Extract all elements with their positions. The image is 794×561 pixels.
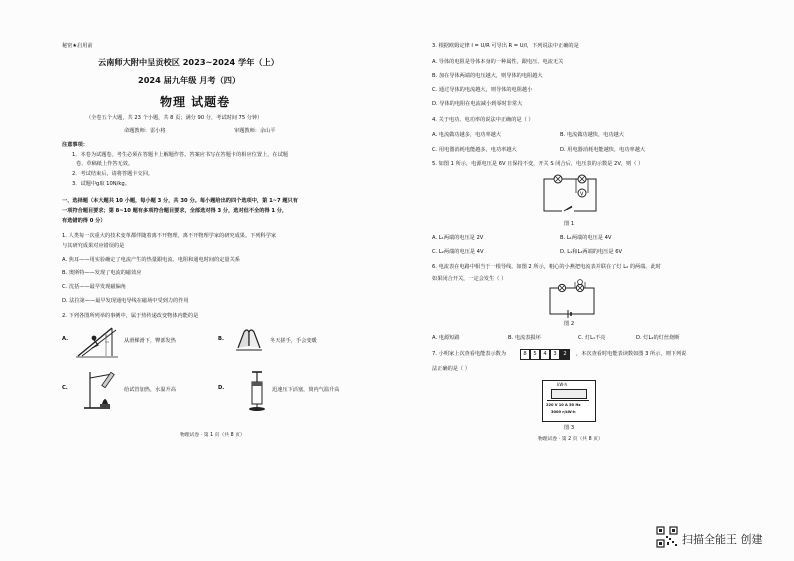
meter-digit: 2 <box>560 349 570 360</box>
q2-option-b-letter: B. <box>218 336 224 342</box>
q5-option-b: B. L₁两端的电压是 4V <box>560 235 612 241</box>
q2-option-a-letter: A. <box>62 336 69 342</box>
meter-digit: 5 <box>530 349 540 360</box>
exam-info: （全卷五个大题，共 23 个小题，共 8 页；满分 90 分，考试时间 75 分钟） <box>86 115 263 121</box>
question-1-text: 与其研究成果对应错误的是 <box>62 243 125 249</box>
figure-3-label: 图 3 <box>564 425 575 431</box>
q1-option-d: D. 法拉第——最早发现通电导线在磁场中受到力的作用 <box>62 298 189 304</box>
question-1-text: 1. 人类每一次重大的技术变革都伴随着离不开物理，离不开物理学家的研究成果。下列科学家 <box>62 233 277 239</box>
notes-title: 注意事项： <box>62 142 88 148</box>
meter-display <box>551 389 587 399</box>
meter-digit: 3 <box>550 349 560 360</box>
q1-option-a: A. 焦耳——用实验确定了电流产生的热量跟电流、电阻和通电时间的定量关系 <box>62 257 240 263</box>
exam-line: 2024 届九年级 月考（四） <box>138 75 241 85</box>
q4-option-a: A. 电流做功越多，电功率越大 <box>432 132 502 138</box>
q1-option-c: C. 沈括——最早发现磁偏角 <box>62 284 126 290</box>
piston-cylinder-icon <box>244 370 270 412</box>
question-7-text: 7. 小明家上次查看电能表示数为 <box>432 351 507 357</box>
author-writer: 命题教师：雷小将 <box>124 128 166 134</box>
question-3-text: 3. 根据欧姆定律 I = U/R 可导出 R = U/I，下列说法中正确的是 <box>432 43 579 49</box>
watermark-text: 扫描全能王 创建 <box>682 533 763 546</box>
q1-option-b: B. 奥斯特——发现了电流的磁效应 <box>62 270 142 276</box>
question-6-text: 如果闭合开关，一定会发生（ ） <box>432 276 507 282</box>
q4-option-c: C. 用电器消耗电能越多，电功率越大 <box>432 147 517 153</box>
secret-mark: 秘密★启用前 <box>62 43 93 49</box>
note-line: 1．本卷为试题卷。考生必须在答题卡上解题作答。答案应书写在答题卡的相应位置上，在试题 <box>72 152 288 158</box>
section-heading: 一、选择题（本大题共 10 小题，每小题 3 分，共 30 分。每小题给出的四个选项中，第 1~7 题只有 <box>62 198 298 204</box>
meter-divider <box>547 400 589 401</box>
q3-option-d: D. 导体的电阻在电流减小到零时非常大 <box>432 101 523 107</box>
section-heading: 一项符合题目要求；第 8~10 题有多项符合题目要求，全部选对得 3 分，选对但不全的得 1 分， <box>62 208 288 214</box>
note-line: 3．试题中g取 10N/kg。 <box>72 181 130 187</box>
meter-reading-boxes <box>520 349 570 360</box>
question-4-text: 4. 关于电功、电功率的说法中正确的是（ ） <box>432 117 534 123</box>
meter-digit: 4 <box>540 349 550 360</box>
question-5-text: 5. 如图 1 所示，电源电压是 6V 且保持不变，开关 S 闭合后，电压表的示数是 2V，则（ ） <box>432 161 644 167</box>
q4-option-b: B. 电流做功越快，电功越大 <box>560 132 624 138</box>
q6-option-a: A. 电源短路 <box>432 335 460 341</box>
figure-2-label: 图 2 <box>564 321 575 327</box>
meter-constant: 3000 r/kW·h <box>551 410 576 414</box>
slide-figure-icon <box>76 324 118 358</box>
q6-option-d: D. 灯L₂的灯丝烧断 <box>636 335 680 341</box>
circuit-figure-1 <box>540 173 600 217</box>
page-2 <box>430 36 700 456</box>
meter-digit: 8 <box>520 349 530 360</box>
q4-option-d: D. 用电器消耗电能越快，电功率越大 <box>560 147 646 153</box>
q6-option-c: C. 灯L₁不亮 <box>578 335 606 341</box>
q2-option-b-caption: 冬天搓手，手会变暖 <box>270 338 317 344</box>
rubbing-hands-icon <box>234 326 264 352</box>
question-7-text: 法正确的是（ ） <box>432 366 470 372</box>
author-reviewer: 审题教师：余山平 <box>234 128 276 134</box>
q2-option-d-letter: D. <box>218 385 225 391</box>
section-heading: 有选错的得 0 分） <box>62 218 106 224</box>
figure-1-label: 图 1 <box>564 221 575 227</box>
question-7-text: ，本次查看时电能表读数如图 3 所示，则下列说 <box>576 351 687 357</box>
q2-option-a-caption: 从滑梯滑下，臀部发热 <box>124 338 176 344</box>
q3-option-c: C. 通过导体的电流越大，则导体的电阻越小 <box>432 87 533 93</box>
q2-option-d-caption: 迅速压下活塞，筒内气温升高 <box>272 387 340 393</box>
q3-option-b: B. 加在导体两端的电压越大，则导体的电阻越大 <box>432 73 543 79</box>
q3-option-a: A. 导体的电阻是导体本身的一种属性，跟电压、电流无关 <box>432 59 564 65</box>
meter-unit: kW·h <box>557 382 568 387</box>
school-line: 云南师大附中呈贡校区 2023~2024 学年（上） <box>98 57 279 67</box>
circuit-figure-2 <box>546 280 598 318</box>
q5-option-c: C. L₂两端的电压是 4V <box>432 249 484 255</box>
electric-meter <box>542 380 596 422</box>
page-footer: 物理试卷 · 第 1 页（共 8 页） <box>180 433 245 438</box>
svg-text:V: V <box>580 191 584 198</box>
question-2-text: 2. 下列各图所列举的事例中，属于热传递改变物体内能的是 <box>62 313 199 319</box>
q5-option-a: A. L₁两端的电压是 2V <box>432 235 484 241</box>
note-line: 2．考试结束后，请将答题卡交回。 <box>72 171 154 177</box>
q6-option-b: B. 电流表损坏 <box>508 335 541 341</box>
qr-code-icon <box>656 526 678 548</box>
q2-option-c-caption: 给试管加热，水温升高 <box>124 387 176 393</box>
note-line: 卷、草稿纸上作答无效。 <box>76 161 134 167</box>
question-6-text: 6. 电流表在电路中相当于一根导线。如图 2 所示，粗心的小燕把电流表并联在了灯 L₂ 的两端。此时 <box>432 264 661 270</box>
test-tube-heating-icon <box>78 368 122 412</box>
page-footer: 物理试卷 · 第 2 页（共 8 页） <box>538 437 603 442</box>
q2-option-c-letter: C. <box>62 385 68 391</box>
q5-option-d: D. L₁和L₂两端的电压是 6V <box>560 249 623 255</box>
scanner-watermark <box>656 526 786 548</box>
page-1 <box>58 36 380 456</box>
page-title: 物理 试题卷 <box>160 95 231 109</box>
meter-rating: 220 V 10 A 50 Hz <box>546 403 581 407</box>
